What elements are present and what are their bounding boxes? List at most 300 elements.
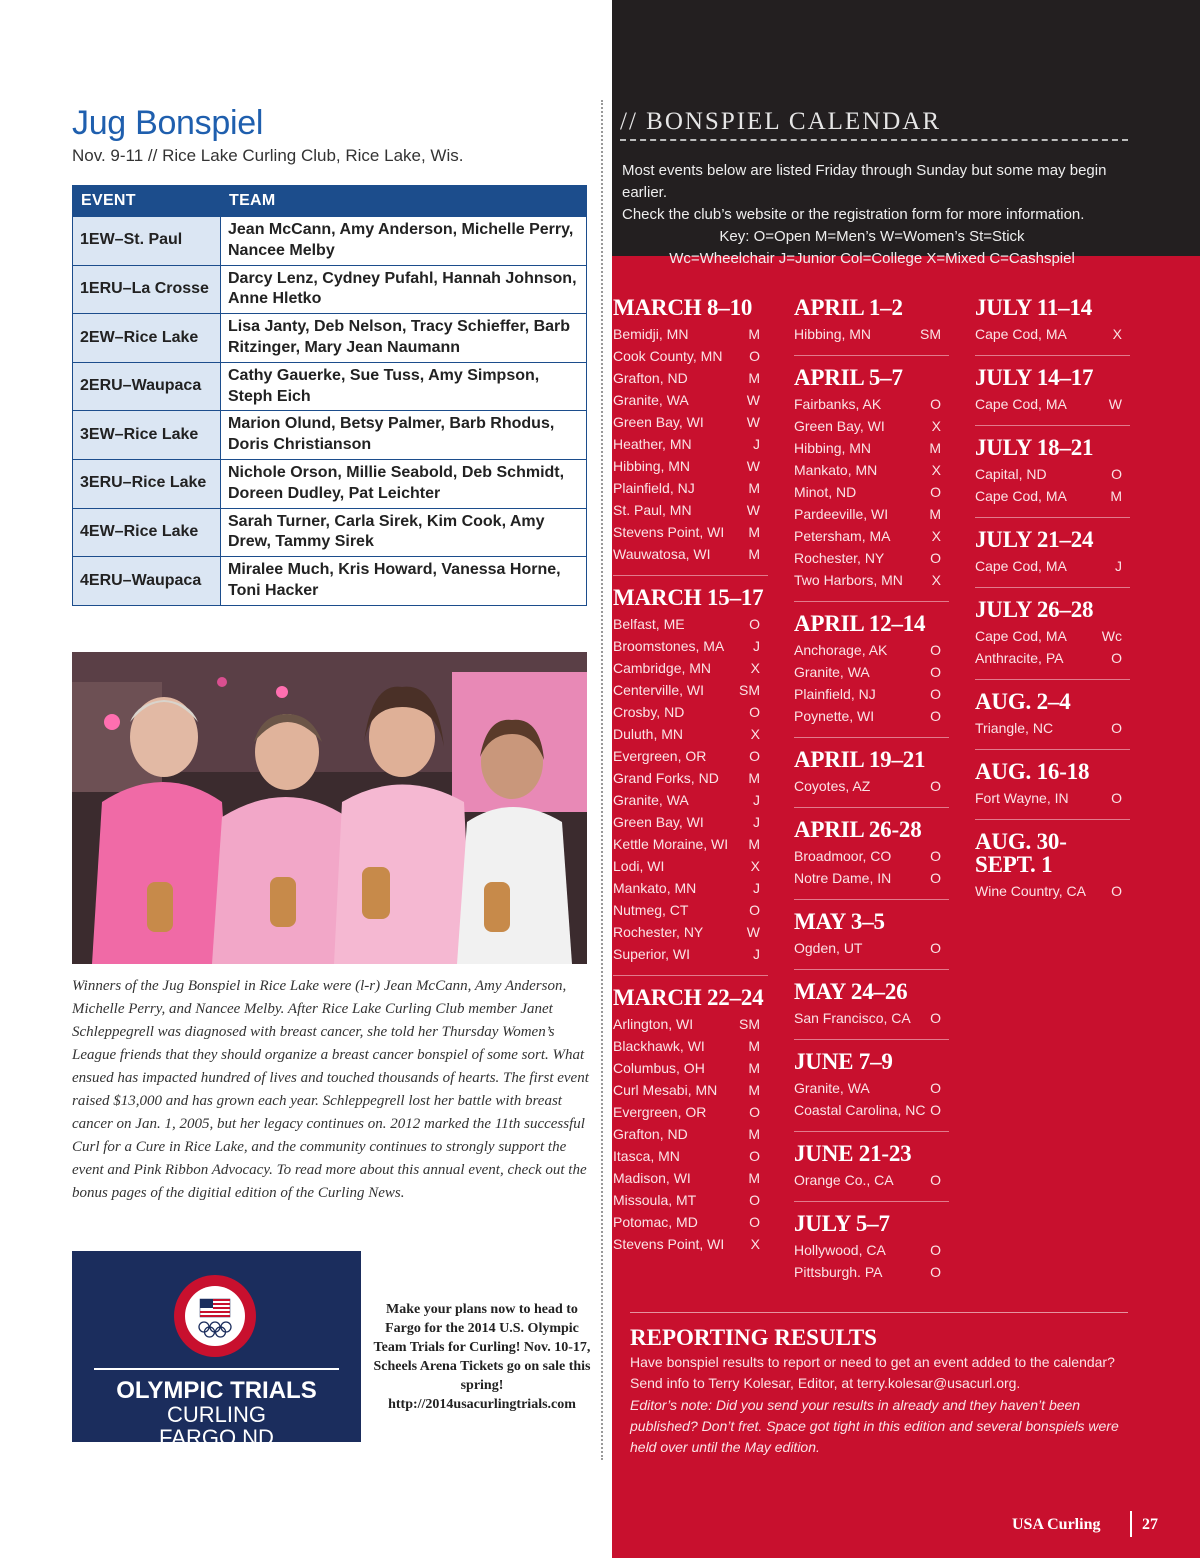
date-heading: JULY 11–14	[975, 295, 1093, 320]
reporting-title: REPORTING RESULTS	[630, 1325, 877, 1350]
event-location: Wine Country, CA	[975, 883, 1086, 899]
event-location: Broomstones, MA	[613, 638, 725, 654]
list-item	[613, 767, 768, 789]
event-type-code: W	[746, 458, 760, 474]
list-item	[613, 1123, 768, 1145]
list-item	[613, 323, 768, 345]
calendar-group	[613, 586, 768, 976]
event-type-code: O	[930, 396, 941, 412]
list-item	[613, 723, 768, 745]
date-heading: MARCH 22–24	[613, 985, 764, 1010]
event-location: Rochester, NY	[794, 550, 885, 566]
list-item	[613, 499, 768, 521]
list-item	[613, 745, 768, 767]
event-location: Cape Cod, MA	[975, 326, 1067, 342]
event-type-code: J	[753, 638, 760, 654]
date-heading: MARCH 15–17	[613, 585, 764, 610]
event-type-code: O	[930, 1102, 941, 1118]
list-item	[613, 833, 768, 855]
event-type-code: X	[931, 418, 941, 434]
event-type-code: M	[748, 1082, 760, 1098]
calendar-group	[794, 748, 949, 808]
list-item	[794, 1007, 949, 1029]
event-location: Bemidji, MN	[613, 326, 689, 342]
list-item	[613, 657, 768, 679]
event-location: Potomac, MD	[613, 1214, 698, 1230]
event-type-code: SM	[739, 1016, 760, 1032]
event-location: Mankato, MN	[613, 880, 697, 896]
event-type-code: X	[750, 1236, 760, 1252]
list-item	[613, 411, 768, 433]
team-cell: Marion Olund, Betsy Palmer, Barb Rhodus, Doris Christianson	[221, 411, 587, 460]
list-item	[613, 1079, 768, 1101]
event-type-code: O	[749, 1192, 760, 1208]
event-type-code: O	[930, 1242, 941, 1258]
results-table	[72, 185, 587, 606]
event-location: Green Bay, WI	[613, 814, 704, 830]
calendar-group	[975, 690, 1130, 750]
event-type-code: O	[930, 778, 941, 794]
event-type-code: O	[930, 940, 941, 956]
event-location: Plainfield, NJ	[613, 480, 695, 496]
page-number: 27	[1142, 1516, 1158, 1533]
event-location: Crosby, ND	[613, 704, 685, 720]
date-heading: JUNE 7–9	[794, 1049, 893, 1074]
list-item	[794, 547, 949, 569]
intro-line: Most events below are listed Friday through Sunday but some may begin earlier.	[622, 162, 1107, 201]
list-item	[975, 463, 1130, 485]
event-type-code: M	[748, 326, 760, 342]
event-location: Itasca, MN	[613, 1148, 680, 1164]
event-type-code: X	[750, 726, 760, 742]
event-type-code: M	[748, 546, 760, 562]
event-location: Stevens Point, WI	[613, 524, 725, 540]
event-cell: 2ERU–Waupaca	[73, 362, 221, 411]
event-location: Madison, WI	[613, 1170, 691, 1186]
event-location: Columbus, OH	[613, 1060, 705, 1076]
event-type-code: W	[746, 502, 760, 518]
list-item	[613, 521, 768, 543]
event-location: Coastal Carolina, NC	[794, 1102, 926, 1118]
ad-sport: CURLING	[166, 1402, 266, 1427]
ad-divider	[94, 1368, 339, 1370]
olympic-trials-ad[interactable]	[72, 1251, 361, 1450]
event-type-code: J	[1115, 558, 1122, 574]
event-type-code: O	[749, 1104, 760, 1120]
key-line: Key: O=Open M=Men’s W=Women’s St=Stick	[719, 228, 1025, 245]
event-location: Poynette, WI	[794, 708, 875, 724]
calendar-group	[975, 598, 1130, 680]
olympic-team-logo-icon	[172, 1273, 258, 1359]
event-location: Petersham, MA	[794, 528, 891, 544]
event-type-code: O	[930, 484, 941, 500]
calendar-group	[975, 366, 1130, 426]
calendar-group	[794, 1142, 949, 1202]
list-item	[794, 1239, 949, 1261]
list-item	[613, 1233, 768, 1255]
event-location: Granite, WA	[794, 664, 870, 680]
event-location: Minot, ND	[794, 484, 857, 500]
event-type-code: O	[749, 348, 760, 364]
list-item	[613, 433, 768, 455]
table-row	[73, 217, 587, 266]
event-cell: 3EW–Rice Lake	[73, 411, 221, 460]
column-divider	[601, 100, 603, 1460]
date-heading: JULY 21–24	[975, 527, 1094, 552]
date-heading: MAY 24–26	[794, 979, 908, 1004]
calendar-group	[794, 366, 949, 602]
list-item	[975, 717, 1130, 739]
event-cell: 4EW–Rice Lake	[73, 508, 221, 557]
list-item	[794, 525, 949, 547]
event-location: Grafton, ND	[613, 370, 688, 386]
event-location: Duluth, MN	[613, 726, 684, 742]
event-location: Green Bay, WI	[613, 414, 704, 430]
event-location: Stevens Point, WI	[613, 1236, 725, 1252]
event-location: Granite, WA	[613, 392, 689, 408]
list-item	[794, 569, 949, 591]
team-cell: Jean McCann, Amy Anderson, Michelle Perry, Nancee Melby	[221, 217, 587, 266]
event-type-code: O	[1111, 790, 1122, 806]
event-type-code: O	[930, 1172, 941, 1188]
event-location: Grafton, ND	[613, 1126, 688, 1142]
event-cell: 1ERU–La Crosse	[73, 265, 221, 314]
event-location: Anthracite, PA	[975, 650, 1064, 666]
list-item	[613, 543, 768, 565]
reporting-body: Have bonspiel results to report or need to get an event added to the calendar? Send info to Terry Kolesar, Editor, at terry.kolesar@usacurl.org.	[630, 1354, 1115, 1391]
event-type-code: X	[750, 858, 760, 874]
event-type-code: O	[930, 1264, 941, 1280]
event-type-code: X	[931, 462, 941, 478]
event-type-code: J	[753, 436, 760, 452]
list-item	[975, 647, 1130, 669]
event-type-code: W	[1108, 396, 1122, 412]
event-location: Evergreen, OR	[613, 748, 707, 764]
event-type-code: X	[750, 660, 760, 676]
event-type-code: J	[753, 814, 760, 830]
event-location: Centerville, WI	[613, 682, 705, 698]
event-location: Curl Mesabi, MN	[613, 1082, 718, 1098]
event-location: Cambridge, MN	[613, 660, 712, 676]
trials-promo-text: Make your plans now to head to Fargo for the 2014 U.S. Olympic Team Trials for Curling! Nov. 10-17, Scheels Arena Tickets go on sale this spring! http://2014usacurlingtrials.com	[373, 1302, 591, 1412]
event-location: Pittsburgh. PA	[794, 1264, 883, 1280]
table-row	[73, 265, 587, 314]
list-item	[975, 393, 1130, 415]
event-type-code: O	[930, 1010, 941, 1026]
list-item	[975, 787, 1130, 809]
calendar-group	[794, 1212, 949, 1293]
list-item	[613, 1101, 768, 1123]
date-heading: APRIL 1–2	[794, 295, 903, 320]
list-item	[794, 867, 949, 889]
calendar-title-rule	[620, 139, 1128, 141]
event-type-code: SM	[920, 326, 941, 342]
photo-caption: Winners of the Jug Bonspiel in Rice Lake were (l-r) Jean McCann, Amy Anderson, Michelle Perry, and Nancee Melby. After Rice Lake Curling Club member Janet Schleppegrell was diagnosed with breast cancer, she told her Thursday Women’s League friends that they should organize a breast cancer bonspiel of some sort. What ensued has impacted hundred of lives and touched thousands of hearts. The first event raised $13,000 and has grown each year. Schleppegrell lost her battle with breast cancer on Jan. 1, 2005, but her legacy continues on. 2012 marked the 11th successful Curl for a Cure in Rice Lake, and the community continues to strongly support the event and Pink Ribbon Advocacy. To read more about this annual event, check out the bonus pages of the digitial edition of the Curling News.	[72, 978, 589, 1201]
table-row	[73, 459, 587, 508]
event-location: Wauwatosa, WI	[613, 546, 711, 562]
event-location: Two Harbors, MN	[794, 572, 903, 588]
list-item	[794, 415, 949, 437]
list-item	[613, 389, 768, 411]
event-location: Blackhawk, WI	[613, 1038, 705, 1054]
folio-divider	[1130, 1511, 1132, 1537]
event-type-code: O	[930, 1080, 941, 1096]
event-type-code: O	[930, 642, 941, 658]
event-cell: 3ERU–Rice Lake	[73, 459, 221, 508]
list-item	[975, 485, 1130, 507]
event-type-code: M	[929, 440, 941, 456]
list-item	[613, 1167, 768, 1189]
event-location: Belfast, ME	[613, 616, 685, 632]
calendar-group	[975, 760, 1130, 820]
event-type-code: M	[748, 370, 760, 386]
event-type-code: O	[930, 550, 941, 566]
list-item	[794, 1099, 949, 1121]
event-type-code: M	[748, 524, 760, 540]
date-heading: MAY 3–5	[794, 909, 885, 934]
date-heading: JULY 5–7	[794, 1211, 890, 1236]
list-item	[613, 455, 768, 477]
article-subtitle: Nov. 9-11 // Rice Lake Curling Club, Rice Lake, Wis.	[72, 146, 464, 165]
list-item	[975, 625, 1130, 647]
event-location: Rochester, NY	[613, 924, 704, 940]
event-type-code: O	[749, 1214, 760, 1230]
event-type-code: M	[929, 506, 941, 522]
calendar-group	[794, 980, 949, 1040]
event-type-code: O	[1111, 466, 1122, 482]
list-item	[794, 323, 949, 345]
event-location: Orange Co., CA	[794, 1172, 894, 1188]
list-item	[613, 367, 768, 389]
event-type-code: M	[748, 1126, 760, 1142]
event-location: Hollywood, CA	[794, 1242, 886, 1258]
list-item	[794, 845, 949, 867]
event-type-code: O	[930, 708, 941, 724]
calendar-intro	[622, 160, 1122, 270]
list-item	[613, 701, 768, 723]
event-type-code: M	[748, 1038, 760, 1054]
list-item	[613, 613, 768, 635]
date-heading: APRIL 5–7	[794, 365, 903, 390]
event-location: Kettle Moraine, WI	[613, 836, 729, 852]
calendar-group	[975, 436, 1130, 518]
winners-photo-illustration	[72, 652, 587, 964]
event-type-code: M	[748, 770, 760, 786]
event-location: Arlington, WI	[613, 1016, 694, 1032]
list-item	[613, 477, 768, 499]
calendar-group	[794, 1050, 949, 1132]
event-type-code: O	[930, 848, 941, 864]
list-item	[613, 921, 768, 943]
event-cell: 2EW–Rice Lake	[73, 314, 221, 363]
event-location: San Francisco, CA	[794, 1010, 911, 1026]
list-item	[794, 937, 949, 959]
event-type-code: M	[748, 1170, 760, 1186]
event-location: Cook County, MN	[613, 348, 723, 364]
event-cell: 4ERU–Waupaca	[73, 557, 221, 606]
date-heading: JULY 18–21	[975, 435, 1094, 460]
event-location: Fairbanks, AK	[794, 396, 882, 412]
event-location: Hibbing, MN	[794, 326, 872, 342]
list-item	[794, 775, 949, 797]
calendar-group	[613, 986, 768, 1265]
list-item	[613, 877, 768, 899]
event-location: Cape Cod, MA	[975, 628, 1067, 644]
event-type-code: O	[930, 870, 941, 886]
event-type-code: O	[1111, 650, 1122, 666]
list-item	[613, 1189, 768, 1211]
event-type-code: O	[930, 686, 941, 702]
list-item	[975, 880, 1130, 902]
event-location: Hibbing, MN	[794, 440, 872, 456]
event-location: Broadmoor, CO	[794, 848, 892, 864]
event-location: Evergreen, OR	[613, 1104, 707, 1120]
list-item	[794, 503, 949, 525]
event-type-code: O	[1111, 883, 1122, 899]
calendar-column-2	[794, 296, 949, 1303]
calendar-group	[975, 528, 1130, 588]
event-type-code: W	[746, 392, 760, 408]
list-item	[613, 635, 768, 657]
list-item	[794, 683, 949, 705]
list-item	[613, 943, 768, 965]
event-type-code: O	[749, 616, 760, 632]
date-heading: JULY 14–17	[975, 365, 1094, 390]
team-cell: Cathy Gauerke, Sue Tuss, Amy Simpson, Steph Eich	[221, 362, 587, 411]
list-item	[613, 855, 768, 877]
event-type-code: O	[749, 704, 760, 720]
event-location: Superior, WI	[613, 946, 691, 962]
calendar-title: // BONSPIEL CALENDAR	[620, 108, 942, 135]
event-location: Green Bay, WI	[794, 418, 885, 434]
list-item	[794, 437, 949, 459]
table-row	[73, 362, 587, 411]
list-item	[794, 1169, 949, 1191]
team-column-header: TEAM	[221, 186, 587, 217]
calendar-group	[975, 296, 1130, 356]
event-type-code: M	[748, 480, 760, 496]
list-item	[613, 789, 768, 811]
event-type-code: X	[1112, 326, 1122, 342]
date-heading: AUG. 30- SEPT. 1	[975, 829, 1067, 877]
event-cell: 1EW–St. Paul	[73, 217, 221, 266]
list-item	[613, 899, 768, 921]
calendar-group	[975, 830, 1130, 912]
event-location: Capital, ND	[975, 466, 1047, 482]
calendar-group	[613, 296, 768, 576]
table-row	[73, 411, 587, 460]
event-location: Cape Cod, MA	[975, 558, 1067, 574]
date-heading: APRIL 12–14	[794, 611, 926, 636]
list-item	[613, 811, 768, 833]
winners-photo	[72, 652, 587, 964]
event-type-code: M	[748, 1060, 760, 1076]
team-cell: Lisa Janty, Deb Nelson, Tracy Schieffer, Barb Ritzinger, Mary Jean Naumann	[221, 314, 587, 363]
team-cell: Nichole Orson, Millie Seabold, Deb Schmidt, Doreen Dudley, Pat Leichter	[221, 459, 587, 508]
event-type-code: O	[1111, 720, 1122, 736]
list-item	[613, 1211, 768, 1233]
list-item	[613, 679, 768, 701]
calendar-column-3	[975, 296, 1130, 922]
event-location: Grand Forks, ND	[613, 770, 719, 786]
calendar-group	[794, 612, 949, 738]
event-location: Cape Cod, MA	[975, 488, 1067, 504]
event-type-code: O	[749, 1148, 760, 1164]
event-type-code: Wc	[1101, 628, 1122, 644]
calendar-column-1	[613, 296, 768, 1275]
date-heading: APRIL 19–21	[794, 747, 926, 772]
list-item	[613, 345, 768, 367]
event-type-code: W	[746, 414, 760, 430]
event-type-code: J	[753, 880, 760, 896]
date-heading: AUG. 2–4	[975, 689, 1071, 714]
event-location: Missoula, MT	[613, 1192, 697, 1208]
event-type-code: X	[931, 572, 941, 588]
team-cell: Miralee Much, Kris Howard, Vanessa Horne, Toni Hacker	[221, 557, 587, 606]
list-item	[794, 661, 949, 683]
event-location: Hibbing, MN	[613, 458, 691, 474]
event-type-code: J	[753, 792, 760, 808]
event-type-code: J	[753, 946, 760, 962]
event-location: Plainfield, NJ	[794, 686, 876, 702]
ad-location: FARGO ND	[159, 1425, 274, 1450]
event-location: Heather, MN	[613, 436, 692, 452]
list-item	[794, 1077, 949, 1099]
list-item	[975, 323, 1130, 345]
table-row	[73, 557, 587, 606]
article-title: Jug Bonspiel	[72, 104, 264, 142]
event-location: Cape Cod, MA	[975, 396, 1067, 412]
event-location: Ogden, UT	[794, 940, 863, 956]
date-heading: AUG. 16-18	[975, 759, 1090, 784]
event-type-code: SM	[739, 682, 760, 698]
event-type-code: M	[748, 836, 760, 852]
event-location: Fort Wayne, IN	[975, 790, 1069, 806]
date-heading: MARCH 8–10	[613, 295, 753, 320]
event-type-code: O	[930, 664, 941, 680]
list-item	[794, 705, 949, 727]
list-item	[794, 481, 949, 503]
event-location: St. Paul, MN	[613, 502, 692, 518]
event-type-code: W	[746, 924, 760, 940]
event-type-code: O	[749, 748, 760, 764]
event-location: Notre Dame, IN	[794, 870, 892, 886]
event-location: Mankato, MN	[794, 462, 878, 478]
date-heading: JUNE 21-23	[794, 1141, 912, 1166]
event-location: Triangle, NC	[975, 720, 1054, 736]
event-location: Granite, WA	[613, 792, 689, 808]
ad-headline: OLYMPIC TRIALS	[116, 1377, 317, 1404]
calendar-group	[794, 818, 949, 900]
event-location: Lodi, WI	[613, 858, 665, 874]
date-heading: APRIL 26-28	[794, 817, 922, 842]
calendar-group	[794, 296, 949, 356]
list-item	[613, 1145, 768, 1167]
list-item	[613, 1013, 768, 1035]
event-type-code: M	[1110, 488, 1122, 504]
event-location: Nutmeg, CT	[613, 902, 689, 918]
event-location: Pardeeville, WI	[794, 506, 889, 522]
list-item	[794, 1261, 949, 1283]
list-item	[613, 1035, 768, 1057]
event-location: Anchorage, AK	[794, 642, 888, 658]
list-item	[975, 555, 1130, 577]
editors-note: Editor’s note: Did you send your results in already and they haven’t been published? Don’t fret. Space got tight in this edition and several bonspiels were held over until the May edition.	[630, 1397, 1119, 1455]
team-cell: Sarah Turner, Carla Sirek, Kim Cook, Amy Drew, Tammy Sirek	[221, 508, 587, 557]
team-cell: Darcy Lenz, Cydney Pufahl, Hannah Johnson, Anne Hletko	[221, 265, 587, 314]
intro-line: Check the club’s website or the registration form for more information.	[622, 206, 1085, 223]
table-row	[73, 508, 587, 557]
